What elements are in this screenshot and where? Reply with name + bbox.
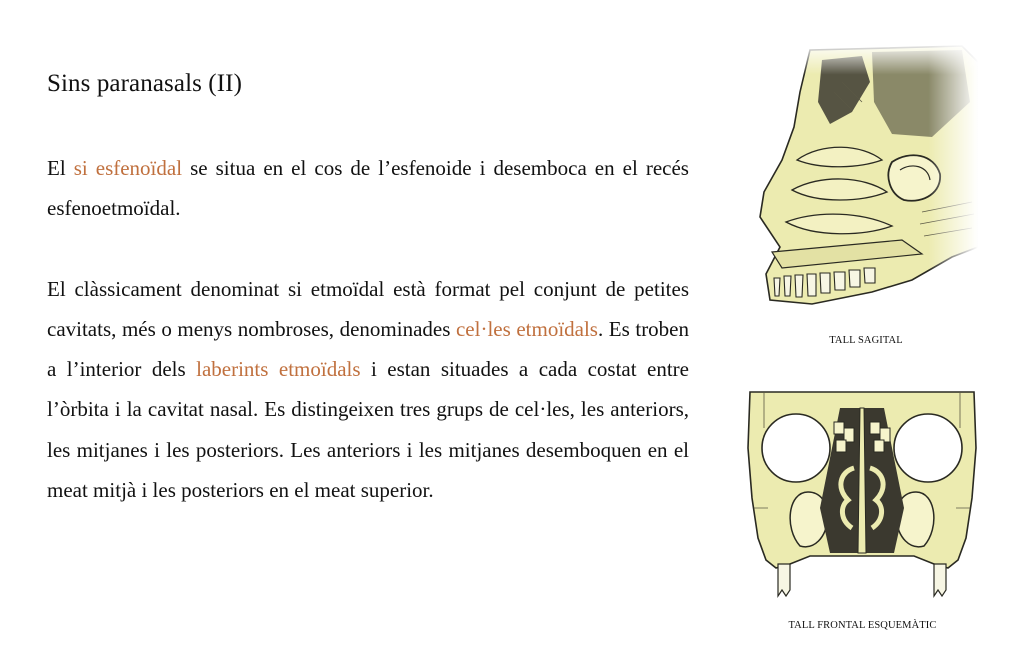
highlight-laberints-etmoidals: laberints etmoïdals xyxy=(196,357,361,382)
paragraph-sphenoid-sinus xyxy=(47,148,689,229)
paragraph-text: El xyxy=(47,156,74,180)
frontal-skull-drawing xyxy=(744,388,980,616)
sagittal-section-illustration xyxy=(752,42,978,314)
sagittal-skull-drawing xyxy=(752,42,978,314)
body-text xyxy=(47,148,689,510)
paragraph-text: i estan situades a cada costat entre l’òrbita i la cavitat nasal. Es distingeixen tres grups de cel·les, les anteriors, les mitjanes i les posteriors. Les anteriors i les mitjanes desemboquen en el meat mitjà i les posteriors en el meat superior. xyxy=(47,357,689,503)
page-title: Sins paranasals (II) xyxy=(47,70,242,97)
frontal-caption: TALL FRONTAL ESQUEMÀTIC xyxy=(788,620,937,631)
frontal-section-illustration xyxy=(744,388,980,616)
paragraph-text: . Es troben a l’interior dels xyxy=(47,316,690,382)
sagittal-caption: TALL SAGITAL xyxy=(829,335,903,346)
paragraph-text: se situa en el cos de l’esfenoide i desemboca en el recés esfenoetmoïdal. xyxy=(47,156,689,221)
paragraph-text: El clàssicament denominat si etmoïdal està format pel conjunt de petites cavitats, més o menys nombroses, denominades xyxy=(47,276,689,341)
paragraph-ethmoid-sinus xyxy=(47,269,689,511)
highlight-celles-etmoidals: cel·les etmoïdals xyxy=(455,316,598,341)
highlight-si-esfenoidal: si esfenoïdal xyxy=(73,156,183,180)
